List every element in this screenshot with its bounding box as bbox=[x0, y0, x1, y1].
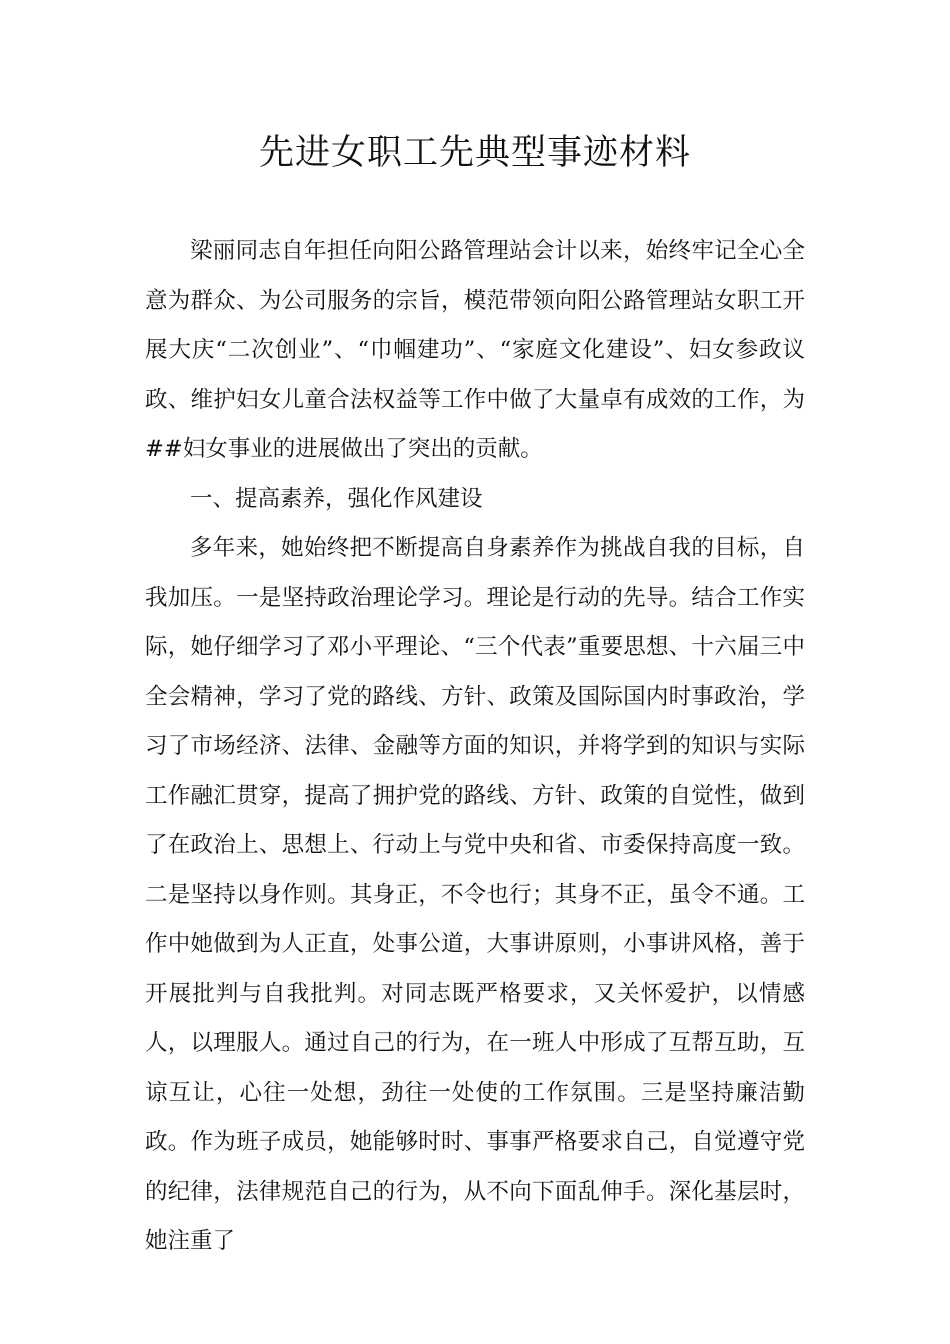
document-title: 先进女职工先典型事迹材料 bbox=[258, 133, 691, 173]
section-heading: 一、提高素养，强化作风建设 bbox=[190, 485, 483, 512]
document-body bbox=[145, 227, 805, 1267]
body-paragraph: 多年来，她始终把不断提高自身素养作为挑战自我的目标，自我加压。一是坚持政治理论学习。理论是行动的先导。结合工作实际，她仔细学习了邓小平理论、“三个代表”重要思想、十六届三中全会精神，学习了党的路线、方针、政策及国际国内时事政治，学习了市场经济、法律、金融等方面的知识，并将学到的知识与实际工作融汇贯穿，提高了拥护党的路线、方针、政策的自觉性，做到了在政治上、思想上、行动上与党中央和省、市委保持高度一致。二是坚持以身作则。其身正，不令也行；其身不正，虽令不通。工作中她做到为人正直，处事公道，大事讲原则，小事讲风格，善于开展批判与自我批判。对同志既严格要求，又关怀爱护，以情感人，以理服人。通过自己的行为，在一班人中形成了互帮互助，互谅互让，心往一处想，劲往一处使的工作氛围。三是坚持廉洁勤政。作为班子成员，她能够时时、事事严格要求自己，自觉遵守党的纪律，法律规范自己的行为，从不向下面乱伸手。深化基层时，她注重了 bbox=[145, 535, 805, 1254]
intro-paragraph: 梁丽同志自年担任向阳公路管理站会计以来，始终牢记全心全意为群众、为公司服务的宗旨，模范带领向阳公路管理站女职工开展大庆“二次创业”、“巾帼建功”、“家庭文化建设”、妇女参政议政、维护妇女儿童合法权益等工作中做了大量卓有成效的工作，为##妇女事业的进展做出了突出的贡献。 bbox=[145, 238, 805, 462]
